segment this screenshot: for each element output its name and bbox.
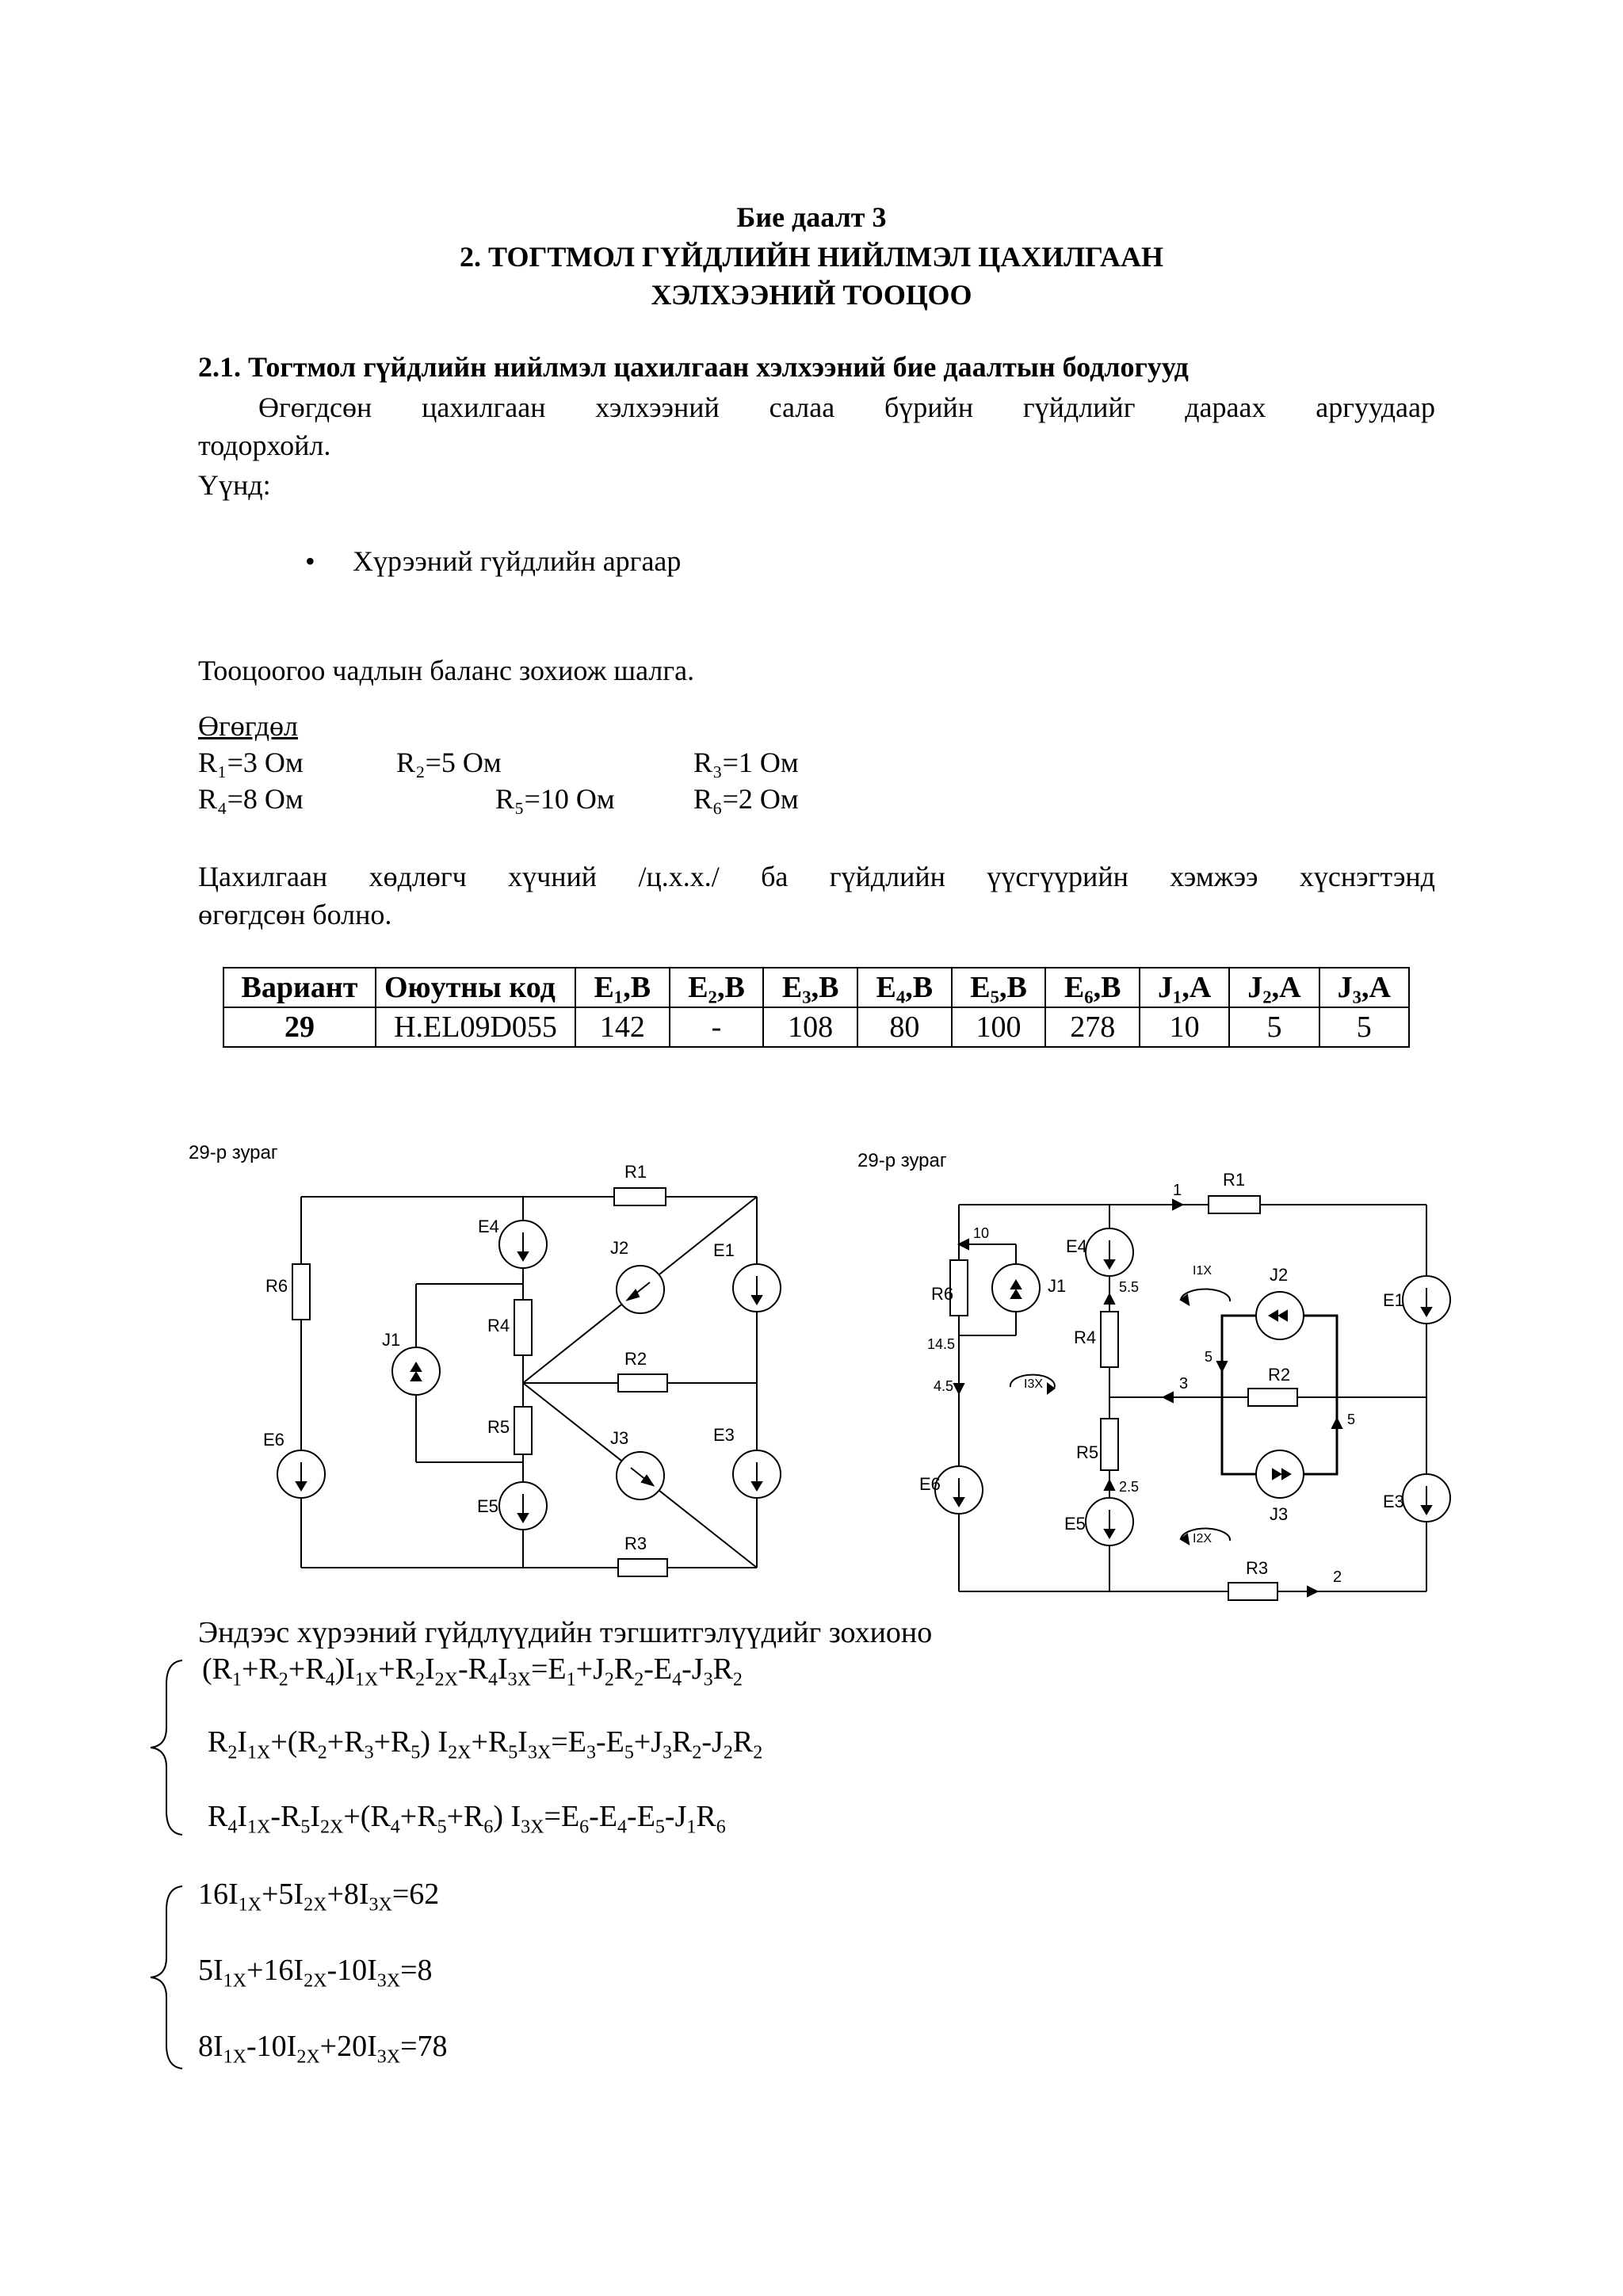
- label-r4: R4: [1074, 1328, 1097, 1347]
- table-header-cell: J₁,А: [1140, 968, 1229, 1007]
- branch-label-4-5: 4.5: [934, 1378, 954, 1394]
- equation-6: $8I_{1X}-10I_{2X}+20I_{3X}=78$: [198, 2030, 448, 2068]
- brace-system-2: [143, 1878, 190, 2076]
- paragraph-1-line-1: Өгөгдсөн цахилгаан хэлхээний салаа бүрийн гүйдлийг дараах аргуудаар: [258, 392, 1435, 423]
- label-r2: R2: [624, 1349, 647, 1369]
- table-cell: H.EL09D055: [376, 1007, 575, 1047]
- loop-label-i1x: I1X: [1193, 1264, 1212, 1278]
- table-row: [223, 1007, 1409, 1047]
- resistor-r2: [1248, 1389, 1297, 1406]
- node-label-3: 3: [1179, 1375, 1189, 1392]
- variant-table: [223, 967, 1410, 1048]
- table-cell: 5: [1319, 1007, 1409, 1047]
- table-header-cell: E₁,В: [575, 968, 670, 1007]
- paragraph-3: Тооцоогоо чадлын баланс зохиож шалга.: [198, 655, 695, 686]
- resistor-r6: [292, 1264, 310, 1320]
- resistor-r5: [1101, 1419, 1118, 1470]
- resistor-r1: [1209, 1196, 1260, 1213]
- label-e6: E6: [919, 1474, 941, 1494]
- label-e4: E4: [478, 1217, 499, 1236]
- page-title-3: ХЭЛХЭЭНИЙ ТООЦОО: [651, 279, 972, 311]
- branch-label-2-5: 2.5: [1119, 1479, 1140, 1495]
- r5-value: R₅=10 Ом: [495, 783, 615, 815]
- label-j1: J1: [382, 1330, 401, 1350]
- r4-value: R₄=8 Ом: [198, 783, 304, 815]
- bullet-item: Хүрээний гүйдлийн аргаар: [353, 545, 682, 577]
- table-header-cell: J₃,А: [1319, 968, 1409, 1007]
- branch-label-5a: 5: [1205, 1349, 1213, 1365]
- label-r3: R3: [1246, 1558, 1269, 1578]
- label-r4: R4: [487, 1316, 510, 1335]
- table-header-cell: E₆,В: [1045, 968, 1140, 1007]
- label-e3: E3: [713, 1425, 735, 1445]
- figure-caption-right: 29-р зураг: [857, 1150, 947, 1171]
- label-e3: E3: [1383, 1492, 1404, 1511]
- table-cell: 5: [1229, 1007, 1319, 1047]
- equations-intro: Эндээс хүрээний гүйдлүүдийн тэгшитгэлүүдийг зохионо: [198, 1616, 933, 1649]
- table-header-cell: E₄,В: [857, 968, 952, 1007]
- table-header-cell: J₂,А: [1229, 968, 1319, 1007]
- label-r5: R5: [1076, 1442, 1099, 1462]
- table-cell: 108: [763, 1007, 857, 1047]
- table-cell: -: [670, 1007, 764, 1047]
- label-j2: J2: [610, 1238, 629, 1258]
- r2-value: R₂=5 Ом: [396, 747, 502, 778]
- table-cell: 80: [857, 1007, 952, 1047]
- resistor-r2: [618, 1374, 667, 1392]
- label-r1: R1: [1223, 1170, 1246, 1190]
- node-label-2: 2: [1333, 1568, 1342, 1586]
- resistor-r1: [614, 1188, 666, 1205]
- label-j2: J2: [1270, 1265, 1289, 1285]
- equation-2: $R_2I_{1X}+(R_2+R_3+R_5)$ $I_{2X}+R_5I_{3X}=E_3-E_5+J_3R_2-J_2R_2$: [208, 1725, 763, 1763]
- label-e4: E4: [1066, 1236, 1087, 1256]
- label-j1: J1: [1048, 1276, 1067, 1296]
- resistor-r4: [514, 1300, 532, 1355]
- table-header-row: [223, 968, 1409, 1007]
- resistor-r4: [1101, 1312, 1118, 1367]
- bullet-dot: •: [305, 545, 315, 577]
- page-title-2: 2. ТОГТМОЛ ГҮЙДЛИЙН НИЙЛМЭЛ ЦАХИЛГААН: [459, 241, 1164, 273]
- branch-label-5-5: 5.5: [1119, 1279, 1140, 1295]
- resistor-r3: [618, 1559, 667, 1576]
- label-r6: R6: [931, 1284, 954, 1304]
- branch-label-10: 10: [973, 1225, 990, 1241]
- paragraph-1-line-2: тодорхойл.: [198, 430, 331, 461]
- table-cell: 10: [1140, 1007, 1229, 1047]
- label-j3: J3: [610, 1428, 629, 1448]
- label-e1: E1: [713, 1240, 735, 1260]
- table-cell: 278: [1045, 1007, 1140, 1047]
- label-e1: E1: [1383, 1290, 1404, 1310]
- equation-3: $R_4I_{1X}-R_5I_{2X}+(R_4+R_5+R_6)$ $I_{3X}=E_6-E_4-E_5-J_1R_6$: [208, 1800, 726, 1838]
- r3-value: R₃=1 Ом: [693, 747, 799, 778]
- resistor-r5: [514, 1407, 532, 1454]
- resistor-r3: [1228, 1583, 1277, 1600]
- equation-1: $(R_1+R_2+R_4)I_{1X}+R_2I_{2X}-R_4I_{3X}=E_1+J_2R_2-E_4-J_3R_2$: [202, 1652, 743, 1690]
- r1-value: R₁=3 Ом: [198, 747, 304, 778]
- table-header-cell: E₂,В: [670, 968, 764, 1007]
- label-r3: R3: [624, 1534, 647, 1553]
- equation-5: $5I_{1X}+16I_{2X}-10I_{3X}=8$: [198, 1954, 433, 1992]
- loop-label-i2x: I2X: [1193, 1532, 1212, 1545]
- label-e5: E5: [477, 1496, 498, 1516]
- loop-label-i3x: I3X: [1024, 1377, 1044, 1391]
- circuit-diagram-right: [840, 1133, 1474, 1601]
- table-cell: 142: [575, 1007, 670, 1047]
- table-header-cell: E₃,В: [763, 968, 857, 1007]
- node-label-1: 1: [1173, 1182, 1182, 1199]
- equation-4: $16I_{1X}+5I_{2X}+8I_{3X}=62$: [198, 1878, 440, 1916]
- section-heading: 2.1. Тогтмол гүйдлийн нийлмэл цахилгаан хэлхээний бие даалтын бодлогууд: [198, 351, 1189, 383]
- paragraph-4-line-2: өгөгдсөн болно.: [198, 899, 392, 930]
- brace-system-1: [143, 1652, 190, 1843]
- figure-caption-left: 29-р зураг: [189, 1142, 278, 1163]
- label-r1: R1: [624, 1162, 647, 1182]
- paragraph-4-line-1: Цахилгаан хөдлөгч хүчний /ц.х.х./ ба гүйдлийн үүсгүүрийн хэмжээ хүснэгтэнд: [198, 861, 1435, 892]
- table-header-cell: Оюутны код: [376, 968, 575, 1007]
- label-j3: J3: [1270, 1504, 1289, 1524]
- paragraph-2: Үүнд:: [198, 469, 271, 501]
- table-header-cell: E₅,В: [952, 968, 1046, 1007]
- label-r6: R6: [265, 1276, 288, 1296]
- table-cell: 100: [952, 1007, 1046, 1047]
- circuit-diagram-left: [174, 1133, 808, 1585]
- label-e5: E5: [1064, 1514, 1086, 1534]
- label-e6: E6: [263, 1430, 285, 1450]
- label-r2: R2: [1268, 1365, 1291, 1385]
- given-label: Өгөгдөл: [198, 710, 299, 742]
- branch-label-14-5: 14.5: [927, 1336, 956, 1352]
- table-cell: 29: [223, 1007, 376, 1047]
- page-title-1: Бие даалт 3: [736, 201, 887, 233]
- table-header-cell: Вариант: [223, 968, 376, 1007]
- branch-label-5b: 5: [1347, 1412, 1356, 1427]
- label-r5: R5: [487, 1417, 510, 1437]
- r6-value: R₆=2 Ом: [693, 783, 799, 815]
